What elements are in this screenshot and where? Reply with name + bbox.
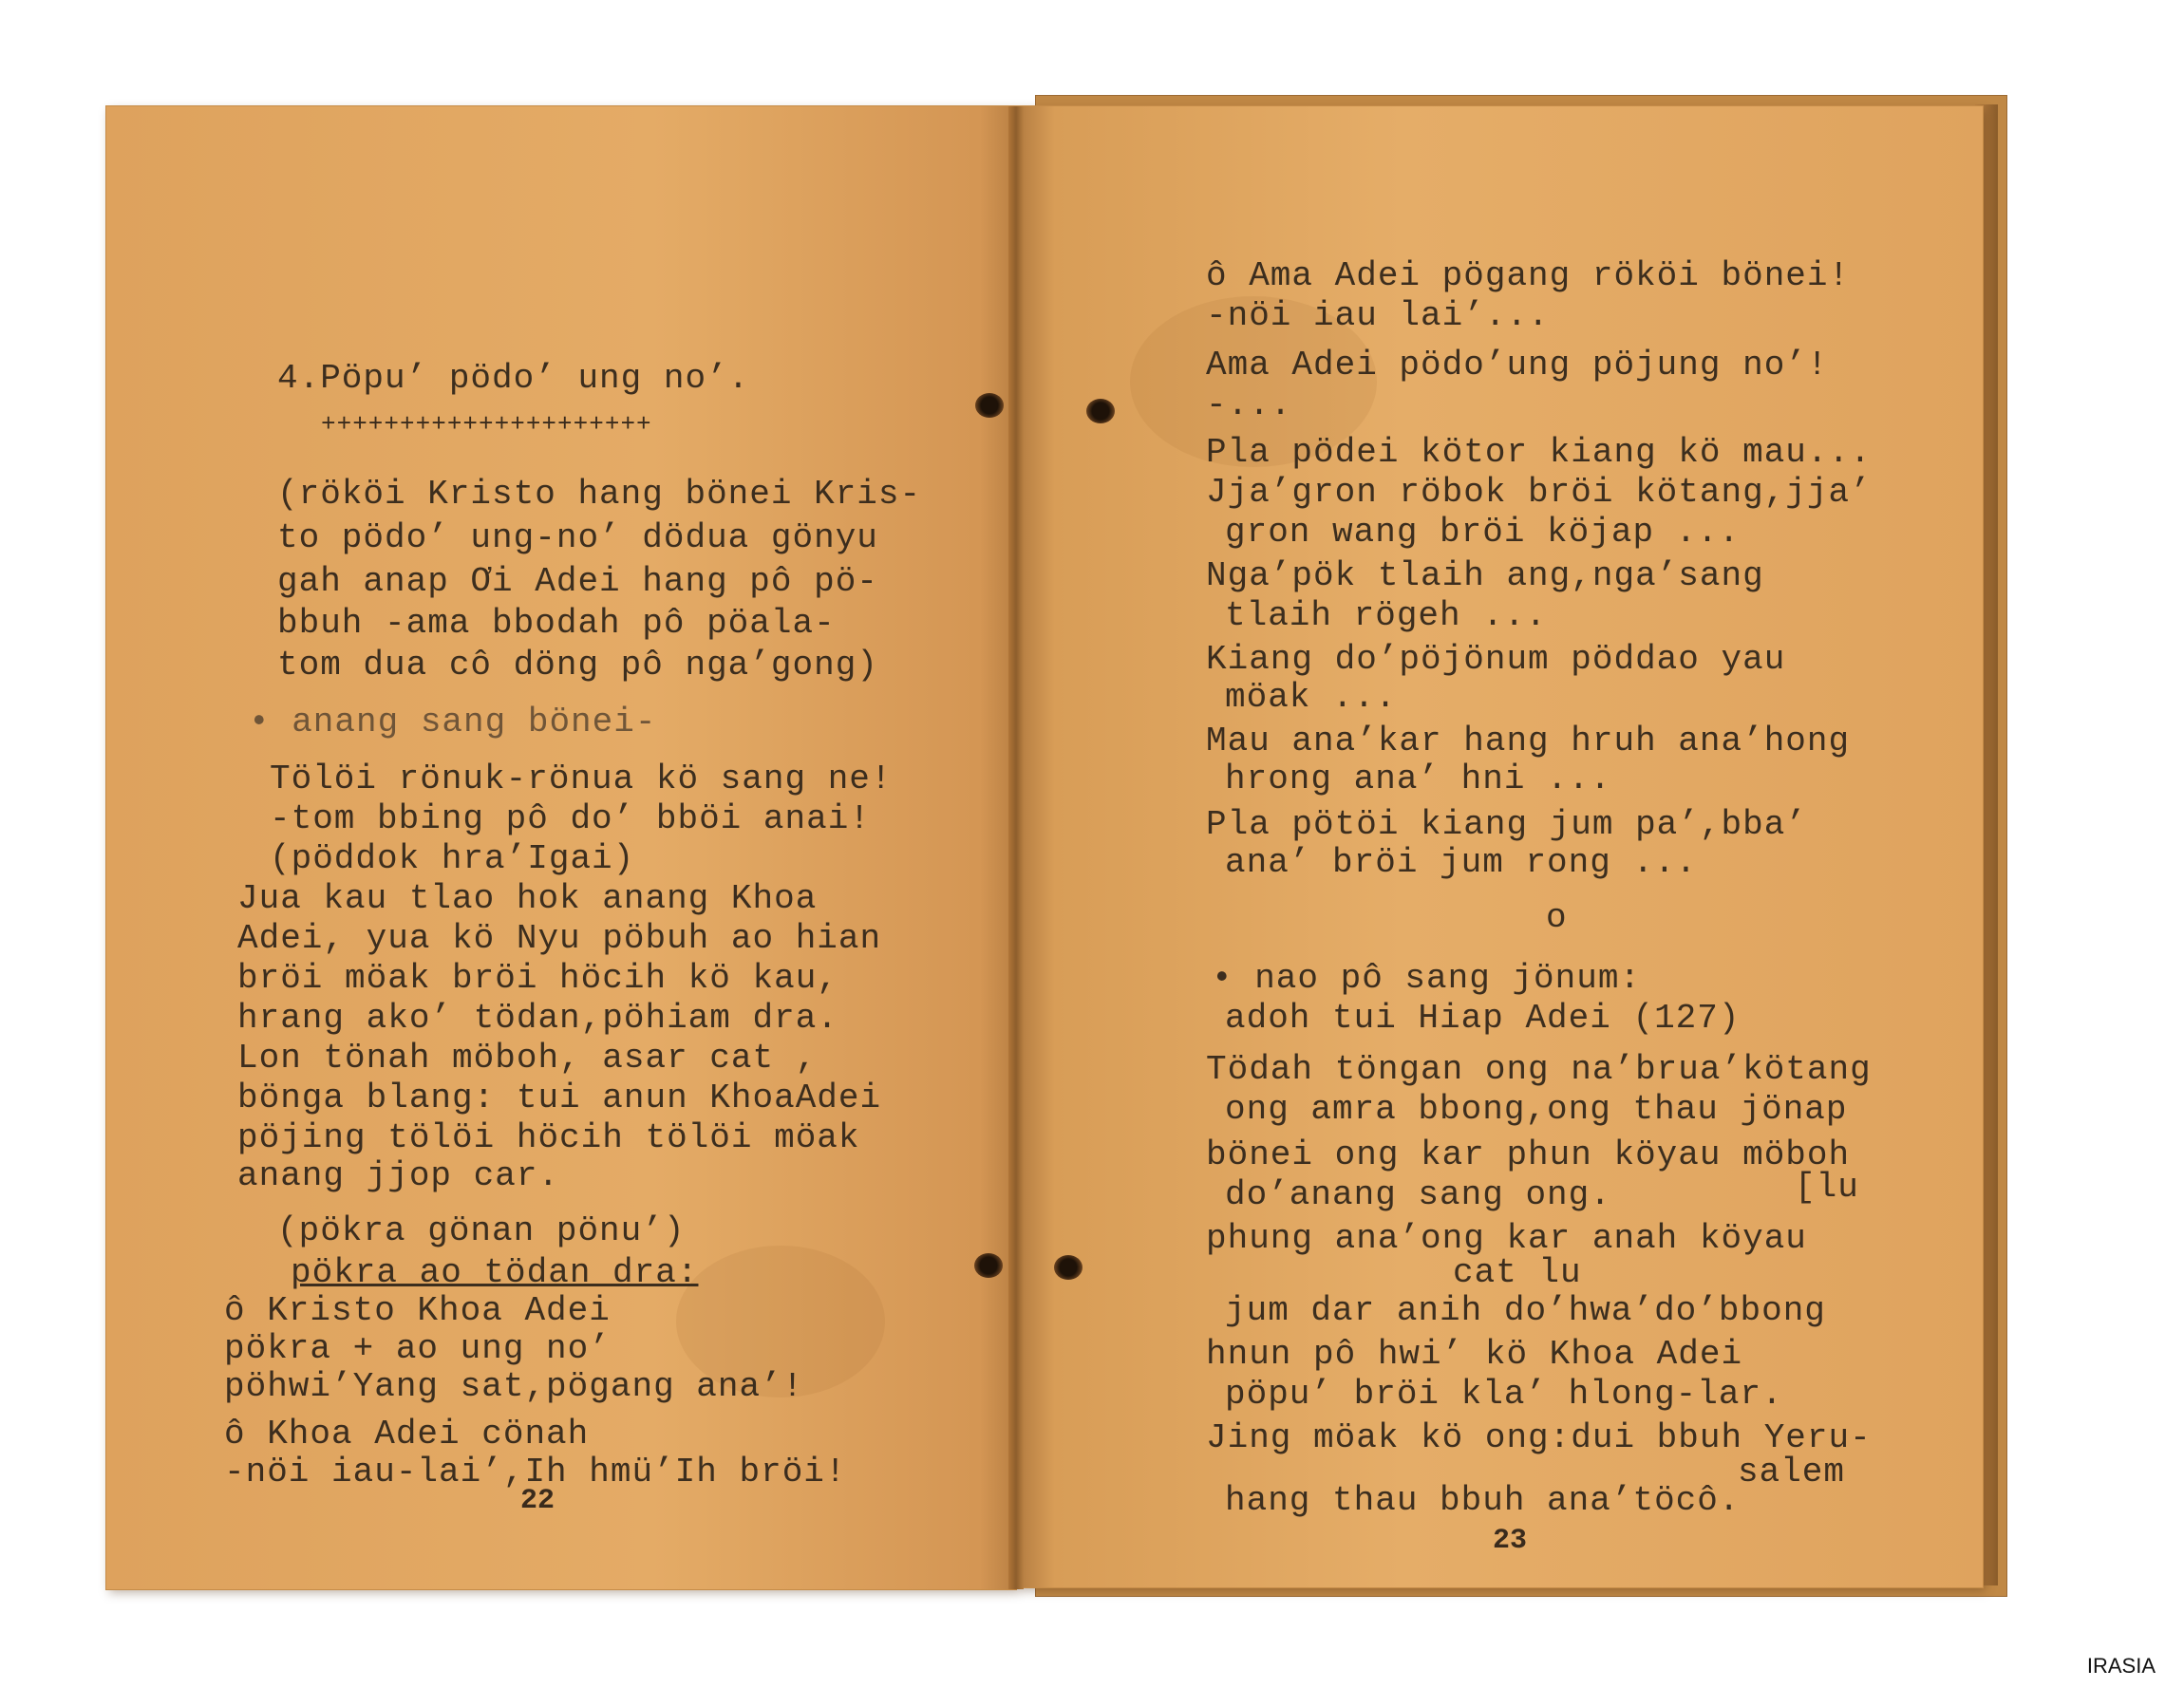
binding-hole <box>1054 1255 1083 1280</box>
right-text-line: tlaih rögeh ... <box>1225 596 1548 635</box>
right-text-line: Mau ana’kar hang hruh ana’hong <box>1206 722 1851 760</box>
right-text-line: gron wang bröi köjap ... <box>1225 513 1741 552</box>
archive-watermark: IRASIA <box>2086 1654 2156 1678</box>
left-text-line: bröi möak bröi höcih kö kau, <box>237 959 838 998</box>
heading-rule: +++++++++++++++++++++ <box>321 410 652 439</box>
left-text-line: pöhwi’Yang sat,pögang ana’! <box>224 1367 804 1406</box>
left-text-line: -nöi iau-lai’,Ih hmü’Ih bröi! <box>224 1453 847 1491</box>
book-spine <box>1008 106 1024 1589</box>
left-text-line: ô Khoa Adei cönah <box>224 1415 590 1454</box>
right-text-line: möak ... <box>1225 678 1397 717</box>
left-text-line: Jua kau tlao hok anang Khoa <box>237 879 818 918</box>
left-text-line: pökra ao tödan dra: <box>291 1253 699 1292</box>
right-margin-note: [lu <box>1795 1168 1859 1207</box>
right-text-line: phung ana’ong kar anah köyau <box>1206 1219 1807 1258</box>
right-text-line: Jing möak kö ong:dui bbuh Yeru- <box>1206 1418 1872 1457</box>
right-text-line: ong amra bbong,ong thau jönap <box>1225 1090 1848 1129</box>
left-text-line: (rököi Kristo hang bönei Kris- <box>277 475 922 514</box>
right-text-line: pöpu’ bröi kla’ hlong-lar. <box>1225 1375 1783 1414</box>
left-text-line: hrang ako’ tödan,pöhiam dra. <box>237 999 838 1038</box>
left-text-line: Lon tönah möboh, asar cat , <box>237 1039 818 1078</box>
section-separator: o <box>1546 898 1568 937</box>
binding-hole <box>975 393 1004 418</box>
right-text-line: cat lu <box>1453 1253 1582 1292</box>
right-text-line: Pla pödei kötor kiang kö mau... <box>1206 433 1872 472</box>
binding-hole <box>1086 399 1115 423</box>
left-text-line: to pödo’ ung-no’ dödua gönyu <box>277 518 878 557</box>
left-text-line: Tölöi rönuk-rönua kö sang ne! <box>270 760 893 798</box>
right-text-line: salem <box>1738 1453 1846 1491</box>
right-text-line: jum dar anih do’hwa’do’bbong <box>1225 1291 1826 1330</box>
right-text-line: Pla pötöi kiang jum pa’,bba’ <box>1206 805 1807 844</box>
right-text-line: hang thau bbuh ana’töcô. <box>1225 1481 1741 1520</box>
right-text-line: Kiang do’pöjönum pöddao yau <box>1206 640 1786 679</box>
right-text-line: hnun pô hwi’ kö Khoa Adei <box>1206 1335 1743 1374</box>
right-text-line: bönei ong kar phun köyau möboh <box>1206 1135 1851 1174</box>
left-text-line: bönga blang: tui anun KhoaAdei <box>237 1079 882 1117</box>
right-text-line: -... <box>1206 385 1292 424</box>
right-text-line: Ama Adei pödo’ung pöjung no’! <box>1206 346 1829 385</box>
page-number-left: 22 <box>520 1485 555 1517</box>
left-text-line: -tom bbing pô do’ bböi anai! <box>270 799 871 838</box>
left-text-line: tom dua cô döng pô nga’gong) <box>277 646 878 685</box>
left-text-line: pöjing tölöi höcih tölöi möak <box>237 1118 860 1157</box>
right-text-line: ana’ bröi jum rong ... <box>1225 843 1698 882</box>
left-text-line: bbuh -ama bbodah pô pöala- <box>277 604 836 643</box>
left-text-line: gah anap Ơi Adei hang pô pö- <box>277 562 878 601</box>
right-text-line: adoh tui Hiap Adei (127) <box>1225 999 1741 1038</box>
left-text-line: Adei, yua kö Nyu pöbuh ao hian <box>237 919 882 958</box>
left-text-line: anang jjop car. <box>237 1156 560 1195</box>
binding-hole <box>974 1253 1003 1278</box>
right-text-line: Tödah töngan ong na’brua’kötang <box>1206 1050 1872 1089</box>
right-text-line: • nao pô sang jönum: <box>1212 959 1642 998</box>
page-number-right: 23 <box>1493 1525 1528 1557</box>
right-text-line: do’anang sang ong. <box>1225 1175 1611 1214</box>
right-text-line: hrong ana’ hni ... <box>1225 760 1611 798</box>
left-text-line: (pöddok hra’Igai) <box>270 839 635 878</box>
left-text-line: pökra + ao ung no’ <box>224 1329 611 1368</box>
left-text-line: ô Kristo Khoa Adei <box>224 1291 611 1330</box>
right-text-line: -nöi iau lai’... <box>1206 296 1550 335</box>
right-text-line: ô Ama Adei pögang rököi bönei! <box>1206 256 1851 295</box>
left-text-line: • anang sang bönei- <box>249 703 657 741</box>
right-text-line: Nga’pök tlaih ang,nga’sang <box>1206 556 1764 595</box>
left-text-line: (pökra gönan pönu’) <box>277 1211 686 1250</box>
section-heading: 4.Pöpu’ pödo’ ung no’. <box>277 359 750 398</box>
right-text-line: Jja’gron röbok bröi kötang,jja’ <box>1206 473 1872 512</box>
